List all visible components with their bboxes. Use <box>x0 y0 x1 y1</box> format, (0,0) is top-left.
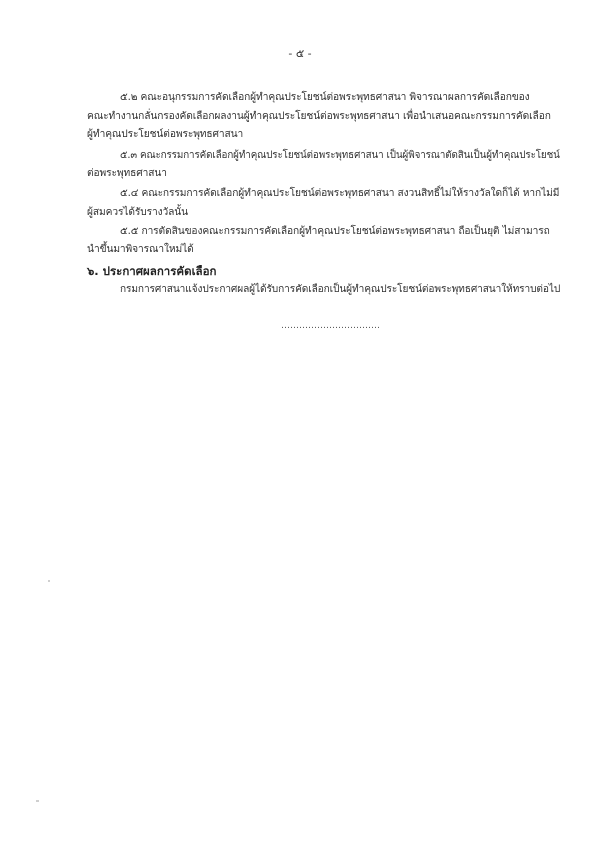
item-5-5-line-2: นำขึ้นมาพิจารณาใหม่ได้ <box>87 244 194 255</box>
item-5-2-line-2: คณะทำงานกลั่นกรองคัดเลือกผลงานผู้ทำคุณประโยชน์ต่อพระพุทธศาสนา เพื่อนำเสนอคณะกรรมการคัดเลือก <box>87 111 551 122</box>
section-6-body: กรมการศาสนาแจ้งประกาศผลผู้ได้รับการคัดเลือกเป็นผู้ทำคุณประโยชน์ต่อพระพุทธศาสนาให้ทราบต่อไป <box>120 284 561 295</box>
section-6-heading: ๖. ประกาศผลการคัดเลือก <box>87 264 217 278</box>
item-5-2-line-1: ๕.๒ คณะอนุกรรมการคัดเลือกผู้ทำคุณประโยชน์ต่อพระพุทธศาสนา พิจารณาผลการคัดเลือกของ <box>120 92 530 103</box>
page-number: - ๕ - <box>288 47 312 60</box>
item-5-5-line-1: ๕.๕ การตัดสินของคณะกรรมการคัดเลือกผู้ทำคุณประโยชน์ต่อพระพุทธศาสนา ถือเป็นยุติ ไม่สามารถ <box>120 226 550 237</box>
end-mark: …………………………… <box>281 321 380 331</box>
item-5-3-line-1: ๕.๓ คณะกรรมการคัดเลือกผู้ทำคุณประโยชน์ต่อพระพุทธศาสนา เป็นผู้พิจารณาตัดสินเป็นผู้ทำคุณประโยชน์ <box>120 150 560 161</box>
item-5-2-line-3: ผู้ทำคุณประโยชน์ต่อพระพุทธศาสนา <box>87 129 244 140</box>
item-5-4-line-1: ๕.๔ คณะกรรมการคัดเลือกผู้ทำคุณประโยชน์ต่อพระพุทธศาสนา สงวนสิทธิ์ไม่ให้รางวัลใดก็ได้ หากไม่มี <box>120 188 560 199</box>
scan-speck <box>36 800 39 802</box>
item-5-3-line-2: ต่อพระพุทธศาสนา <box>87 168 167 179</box>
scan-speck <box>48 580 50 582</box>
item-5-4-line-2: ผู้สมควรได้รับรางวัลนั้น <box>87 207 188 218</box>
